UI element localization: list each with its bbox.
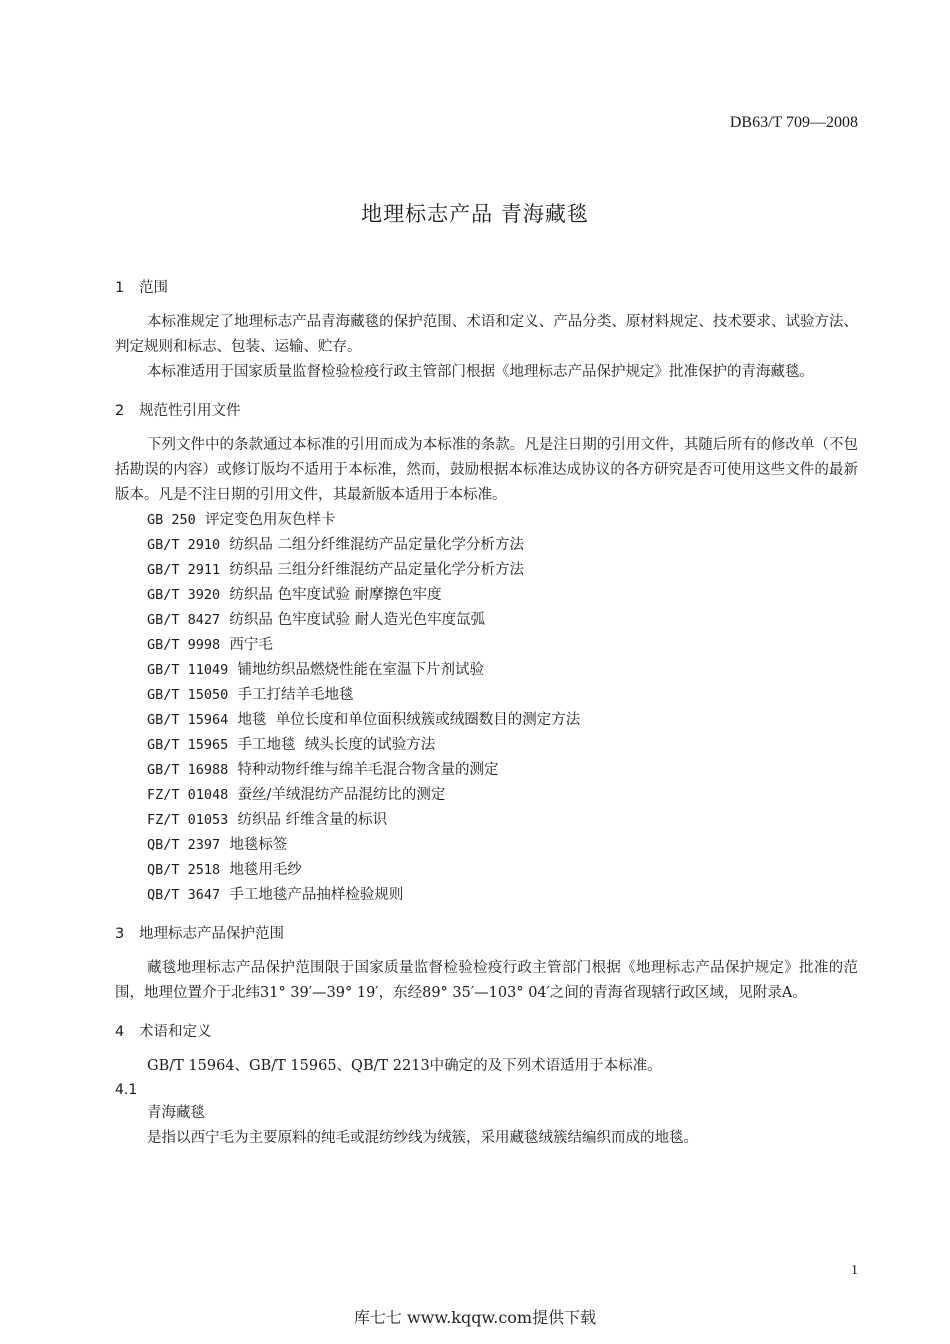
reference-title: 纺织品 纤维含量的标识 [237, 812, 388, 828]
paragraph: 本标准规定了地理标志产品青海藏毯的保护范围、术语和定义、产品分类、原材料规定、技术要求、试验方法、判定规则和标志、包装、运输、贮存。 [115, 314, 858, 355]
reference-item [115, 608, 858, 633]
reference-code: GB/T 8427 [147, 612, 221, 628]
section-title: 范围 [139, 280, 168, 296]
term-name: 青海藏毯 [147, 1105, 205, 1121]
reference-code: FZ/T 01053 [147, 812, 229, 828]
reference-title: 蚕丝/羊绒混纺产品混纺比的测定 [237, 787, 446, 803]
reference-code: GB/T 15964 [147, 712, 229, 728]
reference-code: GB/T 15965 [147, 737, 229, 753]
reference-code: GB 250 [147, 512, 196, 528]
page-number: 1 [851, 1263, 858, 1278]
reference-code: QB/T 2518 [147, 862, 221, 878]
paragraph: GB/T 15964、GB/T 15965、QB/T 2213中确定的及下列术语适用于本标准。 [147, 1058, 662, 1074]
section-number: 4 [115, 1024, 125, 1040]
reference-item [115, 883, 858, 908]
reference-item [115, 633, 858, 658]
reference-title: 地毯用毛纱 [229, 862, 302, 878]
section-title: 规范性引用文件 [139, 403, 241, 419]
reference-item [115, 783, 858, 808]
reference-code: GB/T 15050 [147, 687, 229, 703]
reference-item [115, 808, 858, 833]
reference-title: 特种动物纤维与绵羊毛混合物含量的测定 [237, 762, 499, 778]
reference-title: 评定变色用灰色样卡 [205, 512, 336, 528]
reference-item [115, 558, 858, 583]
reference-code: GB/T 11049 [147, 662, 229, 678]
document-title: 地理标志产品 青海藏毯 [361, 202, 589, 226]
section-heading-scope [115, 276, 858, 300]
reference-item [115, 833, 858, 858]
reference-code: GB/T 2910 [147, 537, 221, 553]
reference-code: GB/T 16988 [147, 762, 229, 778]
reference-item [115, 658, 858, 683]
section-heading-protection-scope [115, 922, 858, 946]
reference-title: 纺织品 三组分纤维混纺产品定量化学分析方法 [229, 562, 524, 578]
reference-title: 纺织品 色牢度试验 耐人造光色牢度氙弧 [229, 612, 486, 628]
reference-item [115, 733, 858, 758]
reference-item [115, 683, 858, 708]
reference-code: GB/T 2911 [147, 562, 221, 578]
paragraph: 本标准适用于国家质量监督检验检疫行政主管部门根据《地理标志产品保护规定》批准保护的青海藏毯。 [147, 364, 814, 380]
section-heading-terms-definitions [115, 1020, 858, 1044]
paragraph: 下列文件中的条款通过本标准的引用而成为本标准的条款。凡是注日期的引用文件，其随后所有的修改单（不包括勘误的内容）或修订版均不适用于本标准，然而，鼓励根据本标准达成协议的各方研究是否可使用这些文件的最新版本。凡是不注日期的引用文件，其最新版本适用于本标准。 [115, 437, 858, 503]
reference-title: 纺织品 色牢度试验 耐摩擦色牢度 [229, 587, 442, 603]
reference-title: 地毯标签 [229, 837, 288, 853]
section-number: 1 [115, 280, 125, 296]
reference-code: GB/T 9998 [147, 637, 221, 653]
reference-title: 地毯 单位长度和单位面积绒簇或绒圈数目的测定方法 [237, 712, 581, 728]
reference-list [115, 508, 858, 908]
reference-item [115, 708, 858, 733]
reference-code: QB/T 2397 [147, 837, 221, 853]
reference-code: QB/T 3647 [147, 887, 221, 903]
section-title: 术语和定义 [139, 1024, 212, 1040]
term-definition: 是指以西宁毛为主要原料的纯毛或混纺纱线为绒簇，采用藏毯绒簇结编织而成的地毯。 [147, 1130, 698, 1146]
reference-item [115, 758, 858, 783]
reference-title: 西宁毛 [229, 637, 273, 653]
reference-item [115, 508, 858, 533]
document-code: DB63/T 709—2008 [729, 114, 858, 131]
reference-title: 纺织品 二组分纤维混纺产品定量化学分析方法 [229, 537, 524, 553]
paragraph: 藏毯地理标志产品保护范围限于国家质量监督检验检疫行政主管部门根据《地理标志产品保护规定》批准的范围，地理位置介于北纬31° 39′—39° 19′，东经89° 35′—103° 04′之间的青海省现辖行政区域，见附录A。 [115, 960, 858, 1001]
section-heading-normative-references [115, 399, 858, 423]
section-title: 地理标志产品保护范围 [139, 926, 284, 942]
reference-title: 铺地纺织品燃烧性能在室温下片剂试验 [237, 662, 484, 678]
reference-item [115, 533, 858, 558]
reference-title: 手工地毯 绒头长度的试验方法 [237, 737, 436, 753]
reference-item [115, 583, 858, 608]
subsection-number: 4.1 [115, 1082, 138, 1098]
download-watermark: 库七七 www.kqqw.com提供下载 [353, 1308, 597, 1327]
document-body [115, 276, 858, 1151]
reference-code: FZ/T 01048 [147, 787, 229, 803]
section-number: 2 [115, 403, 125, 419]
reference-title: 手工打结羊毛地毯 [237, 687, 354, 703]
reference-title: 手工地毯产品抽样检验规则 [229, 887, 404, 903]
section-number: 3 [115, 926, 125, 942]
reference-code: GB/T 3920 [147, 587, 221, 603]
reference-item [115, 858, 858, 883]
